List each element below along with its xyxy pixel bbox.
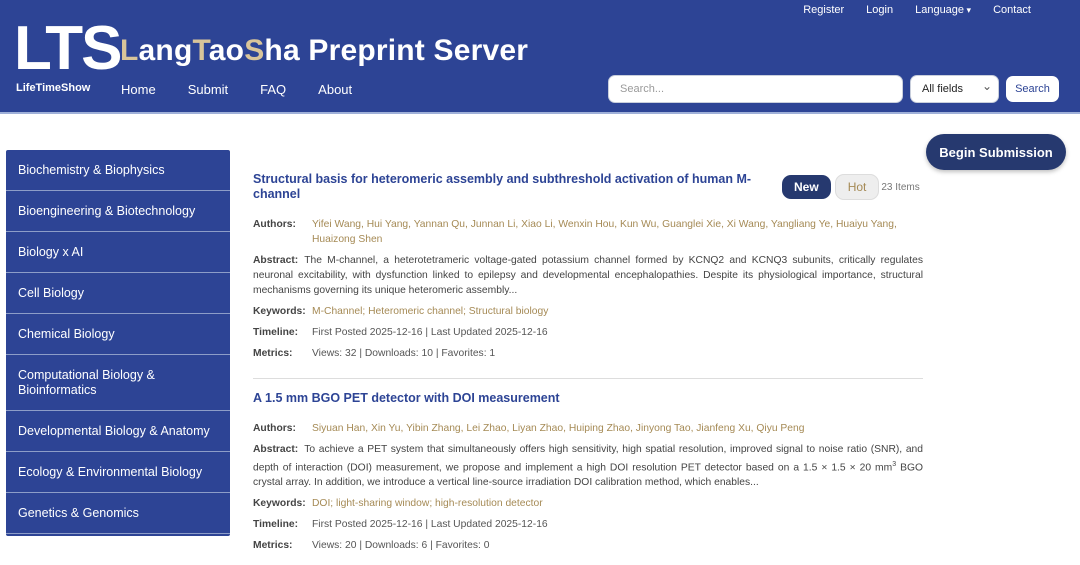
site-title: [120, 34, 528, 68]
keywords-label: Keywords:: [253, 498, 306, 510]
logo-tagline: LifeTimeShow: [16, 82, 91, 94]
timeline-value: First Posted 2025-12-16 | Last Updated 2025-12-16: [312, 327, 548, 338]
sidebar-item-developmental-biology[interactable]: Developmental Biology & Anatomy: [6, 411, 230, 452]
keywords-value[interactable]: M-Channel; Heteromeric channel; Structural biology: [312, 306, 549, 317]
metrics-label: Metrics:: [253, 348, 293, 359]
site-header: [0, 0, 1080, 114]
login-link[interactable]: Login: [866, 4, 894, 16]
abstract-label: Abstract:: [253, 255, 299, 266]
abstract-superscript: 3: [892, 461, 897, 468]
abstract-value: The M-channel, a heterotetrameric voltage-gated potassium channel formed by KCNQ2 and KCNQ3 subunits, critically regulates neuronal excitability, with dysfunction linked to epilepsy and developmental encephalopathies. Despite its physiological importance, structural mechanisms governing its unique heteromeric assembly...: [253, 255, 923, 296]
site-title-suffix: Preprint Server: [299, 34, 529, 67]
items-count: 23 Items: [881, 181, 920, 193]
nav-faq[interactable]: FAQ: [260, 82, 287, 97]
authors-label: Authors:: [253, 219, 296, 230]
nav-about[interactable]: About: [318, 82, 353, 97]
metrics-label: Metrics:: [253, 540, 293, 552]
logo-letters: LTS: [14, 14, 121, 83]
register-link[interactable]: Register: [803, 4, 845, 16]
keywords-row: [253, 496, 923, 511]
keywords-label: Keywords:: [253, 306, 306, 317]
site-title-lang-rest: ang: [138, 34, 193, 67]
filter-new-button[interactable]: New: [782, 175, 831, 199]
search-input[interactable]: [608, 75, 903, 103]
site-title-initial-l: L: [120, 34, 139, 67]
keywords-value[interactable]: DOI; light-sharing window; high-resolution detector: [312, 498, 543, 510]
abstract-value: To achieve a PET system that simultaneously offers high sensitivity, high spatial resolution, improved signal to noise ratio (SNR), and depth of interaction (DOI) measurement, we propose and implement a high DOI resolution PET detector based on a 1.5 × 1.5 × 20 mm: [253, 444, 923, 474]
abstract-value-tail: BGO crystal array. In addition, we introduce a vertical line-source irradiation DOI calibration method, which enables...: [253, 462, 923, 489]
metrics-value: Views: 20 | Downloads: 6 | Favorites: 0: [312, 540, 490, 552]
authors-label: Authors:: [253, 423, 296, 434]
sidebar-item-biochemistry[interactable]: Biochemistry & Biophysics: [6, 150, 230, 191]
sidebar-item-ecology[interactable]: Ecology & Environmental Biology: [6, 452, 230, 493]
abstract-row: [253, 253, 923, 298]
contact-link[interactable]: Contact: [993, 4, 1031, 16]
sidebar-item-biology-ai[interactable]: Biology x AI: [6, 232, 230, 273]
site-title-initial-s: S: [244, 34, 265, 67]
nav-submit[interactable]: Submit: [187, 82, 229, 97]
search-button[interactable]: Search: [1006, 76, 1059, 102]
top-nav: [792, 4, 1042, 16]
language-dropdown[interactable]: Language ▾: [904, 4, 982, 16]
timeline-label: Timeline:: [253, 327, 299, 338]
list-item: [253, 172, 923, 361]
metrics-value: Views: 32 | Downloads: 10 | Favorites: 1: [312, 348, 496, 359]
site-title-tao-rest: ao: [208, 34, 245, 67]
article-title[interactable]: Structural basis for heteromeric assembly and subthreshold activation of human M-channel: [253, 172, 752, 201]
sidebar-item-chemical-biology[interactable]: Chemical Biology: [6, 314, 230, 355]
article-divider: [253, 378, 923, 379]
authors-value[interactable]: Yifei Wang, Hui Yang, Yannan Qu, Junnan Li, Xiao Li, Wenxin Hou, Kun Wu, Guanglei Xie, Xi Wang, Yangliang Ye, Huaiyu Yang, Huaizong Shen: [312, 219, 897, 245]
timeline-label: Timeline:: [253, 519, 299, 531]
search-field-select[interactable]: [910, 75, 999, 103]
article-list: [253, 172, 923, 553]
timeline-value: First Posted 2025-12-16 | Last Updated 2025-12-16: [312, 519, 548, 531]
category-sidebar: [6, 150, 230, 536]
sidebar-item-cell-biology[interactable]: Cell Biology: [6, 273, 230, 314]
article-title[interactable]: A 1.5 mm BGO PET detector with DOI measurement: [253, 391, 560, 405]
timeline-row: [253, 325, 923, 340]
authors-row: [253, 217, 923, 247]
filter-hot-button[interactable]: Hot: [835, 174, 880, 200]
begin-submission-button[interactable]: Begin Submission: [926, 134, 1066, 170]
sidebar-item-bioengineering[interactable]: Bioengineering & Biotechnology: [6, 191, 230, 232]
metrics-row: [253, 538, 923, 553]
metrics-row: [253, 346, 923, 361]
sidebar-item-genetics[interactable]: Genetics & Genomics: [6, 493, 230, 534]
search-field-selected: All fields: [922, 83, 963, 95]
site-title-initial-t: T: [192, 34, 209, 67]
timeline-row: [253, 517, 923, 532]
authors-value[interactable]: Siyuan Han, Xin Yu, Yibin Zhang, Lei Zhao, Liyan Zhao, Huiping Zhao, Jinyong Tao, Jianfeng Xu, Qiyu Peng: [312, 423, 805, 434]
abstract-label: Abstract:: [253, 444, 299, 455]
list-item: [253, 391, 923, 553]
abstract-row: [253, 442, 923, 490]
main-nav: [121, 82, 384, 97]
site-title-sha-rest: ha: [264, 34, 300, 67]
keywords-row: [253, 304, 923, 319]
nav-home[interactable]: Home: [121, 82, 156, 97]
authors-row: [253, 421, 923, 436]
site-logo[interactable]: [14, 14, 121, 98]
sidebar-item-computational-biology[interactable]: Computational Biology & Bioinformatics: [6, 355, 230, 411]
